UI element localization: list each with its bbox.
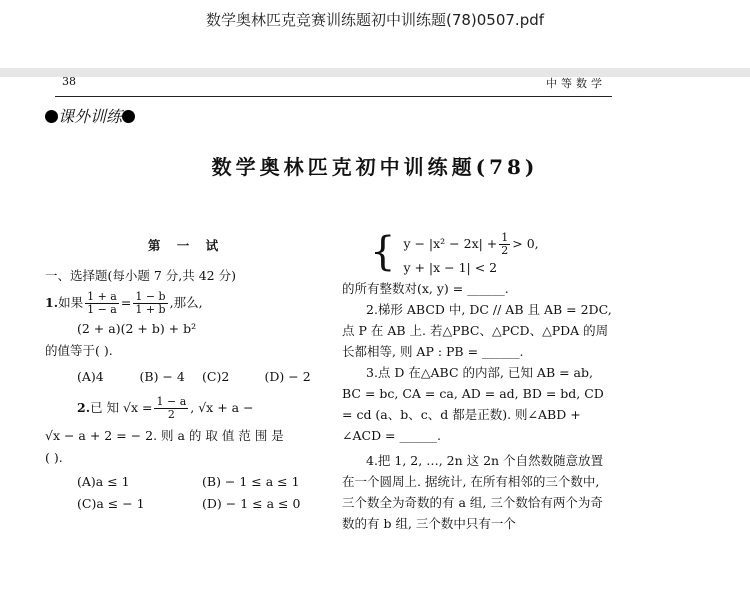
option-a: (A)a ≤ 1 <box>77 474 130 489</box>
option-c: (C)a ≤ − 1 <box>77 496 145 511</box>
right-column <box>342 229 614 534</box>
fraction: $\frac{1 + a}{1 - a}$ <box>87 290 117 316</box>
equation-system <box>342 229 614 278</box>
question-1-expression: (2 + a)(2 + b) + b² <box>77 321 197 336</box>
fraction: $\frac{1}{2}$ <box>501 231 509 257</box>
question-2-options-row-2 <box>45 493 327 515</box>
question-text: 已 知 √x = <box>90 400 153 415</box>
equals-sign: = <box>120 295 132 310</box>
fill-question-3: 3.点 D 在△ABC 的内部, 已知 AB = ab, BC = bc, CA = ca, AD = ad, BD = bd, CD = cd (a、b、c、d 都是正数). 则∠ABD + ∠ACD = ______. <box>342 365 604 443</box>
section-tag-label: 课外训练 <box>58 107 123 126</box>
bullet-dot-icon <box>122 110 135 123</box>
question-text: ,那么, <box>169 295 203 310</box>
question-2-options-row-1 <box>45 471 327 493</box>
option-a: (A)4 <box>77 369 104 384</box>
question-number: 1. <box>45 295 59 310</box>
journal-name: 中等数学 <box>546 77 606 90</box>
question-1 <box>45 291 327 316</box>
header-rule <box>55 96 612 97</box>
page-number: 38 <box>62 75 76 88</box>
question-2 <box>45 396 327 421</box>
system-line-2: y + |x − 1| < 2 <box>403 260 498 275</box>
fraction: $\frac{1 - a}{2}$ <box>156 395 187 421</box>
question-1-tail: 的值等于( ). <box>45 343 113 358</box>
part-heading: 第 一 试 <box>147 238 225 253</box>
fraction: $\frac{1 - b}{1 + b}$ <box>135 290 166 316</box>
section-heading: 一、选择题(每小题 7 分,共 42 分) <box>45 268 236 283</box>
fill-question-4: 4.把 1, 2, …, 2n 这 2n 个自然数随意放置在一个圆周上. 据统计, 在所有相邻的三个数中, 三个数全为奇数的有 a 组, 三个数恰有两个为奇数的有 b 组, 三个数中只有一个 <box>342 453 604 531</box>
option-d: (D) − 2 <box>264 369 311 384</box>
question-1-options <box>45 366 327 388</box>
question-text: 如果 <box>58 295 84 310</box>
system-tail: 的所有整数对(x, y) = ______. <box>342 281 509 296</box>
viewer-title: 数学奥林匹克竞赛训练题初中训练题(78)0507.pdf <box>205 11 545 29</box>
option-b: (B) − 1 ≤ a ≤ 1 <box>202 474 300 489</box>
question-text: , √x + a − <box>190 400 254 415</box>
option-b: (B) − 4 <box>139 369 185 384</box>
left-column <box>45 235 327 515</box>
question-2-line-2: √x − a + 2 = − 2. 则 a 的 取 值 范 围 是 <box>45 428 284 443</box>
option-c: (C)2 <box>202 369 230 384</box>
page-title: 数学奥林匹克初中训练题(78) <box>211 155 539 179</box>
system-line-1: y − |x² − 2x| + $\frac{1}{2}$ > 0, <box>403 231 539 257</box>
bullet-dot-icon <box>45 110 58 123</box>
question-2-line-3: ( ). <box>45 450 63 465</box>
left-brace-icon: { <box>370 229 396 275</box>
section-tag <box>45 104 135 127</box>
option-d: (D) − 1 ≤ a ≤ 0 <box>202 496 301 511</box>
system-lines <box>403 232 538 278</box>
fill-question-2: 2.梯形 ABCD 中, DC // AB 且 AB = 2DC, 点 P 在 AB 上. 若△PBC、△PCD、△PDA 的周长都相等, 则 AP : PB = ______. <box>342 302 612 359</box>
question-number: 2. <box>77 400 91 415</box>
